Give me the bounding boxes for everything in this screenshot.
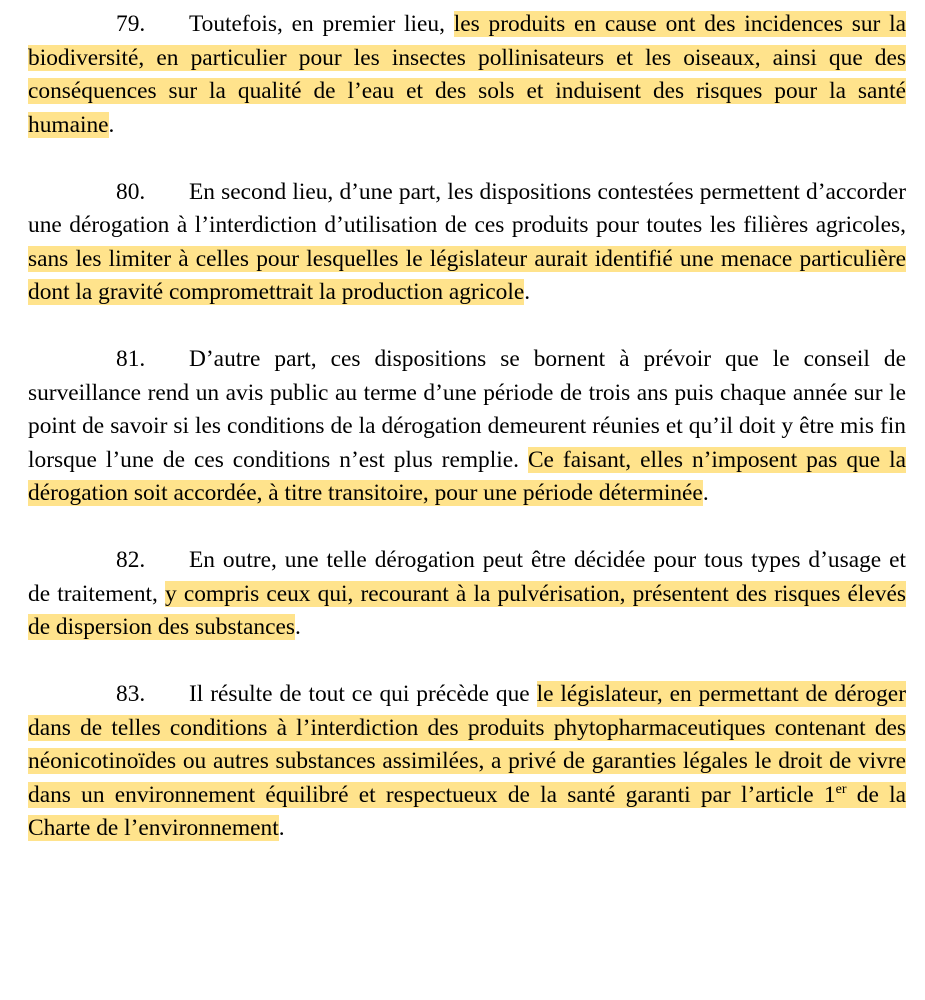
paragraph-number: 79. [116,11,146,37]
paragraph-text: D’autre part, ces dispositions se bornent à prévoir que le conseil de surveillance rend un avis public au terme d’une période de trois ans puis chaque année sur le point de savoir si les conditions de la dérogation demeurent réunies et qu’il doit y être mis fin lorsque l’une de ces conditions n’est plus remplie. [28,346,906,473]
paragraph-text: En second lieu, d’une part, les dispositions contestées permettent d’accorder une dérogation à l’interdiction d’utilisation de ces produits pour toutes les filières agricoles, [28,178,906,238]
paragraph-number: 82. [116,547,146,573]
paragraph-text: . [702,480,709,506]
paragraph-text: . [278,815,285,841]
highlighted-text: les produits en cause ont des incidences sur la biodiversité, en particulier pour les insectes pollinisateurs et les oiseaux, ainsi que des conséquences sur la qualité de l’eau et des sols et induisent des risques pour la santé humaine [28,11,906,138]
paragraph-82 [28,544,906,645]
paragraph-number: 80. [116,178,146,205]
paragraph-text: . [524,279,531,305]
paragraph-text: . [295,614,301,640]
highlighted-text: sans les limiter à celles pour lesquelles le législateur aurait identifié une menace particulière dont la gravité compromettrait la production agricole [28,245,906,305]
paragraph-81 [28,343,906,511]
paragraph-80 [28,176,906,310]
highlighted-text-main: le législateur, en permettant de déroger dans de telles conditions à l’interdiction des produits phytopharmaceutiques contenant des néonicotinoïdes ou autres substances assimilées, a privé de garanties légales le droit de vivre dans un environnement équilibré et respectueux de la santé garanti par l’article 1 [28,681,906,808]
paragraph-text: . [108,111,115,138]
paragraph-text: Il résulte de tout ce qui précède que [189,681,537,707]
paragraph-number: 83. [116,681,146,707]
paragraph-number: 81. [116,346,146,372]
highlighted-text: Ce faisant, elles n’imposent pas que la dérogation soit accordée, à titre transitoire, pour une période déterminée [28,446,906,506]
paragraph-text: En outre, une telle dérogation peut être décidée pour tous types d’usage et de traitement, [28,547,906,607]
paragraph-79 [28,8,906,142]
paragraph-83 [28,678,906,846]
highlighted-text: y compris ceux qui, recourant à la pulvérisation, présentent des risques élevés de dispersion des substances [28,580,906,640]
paragraph-text: Toutefois, en premier lieu, [189,11,454,37]
document-body [28,8,906,846]
ordinal-superscript: er [835,781,847,797]
highlighted-text-end: de la Charte de l’environnement [28,781,906,841]
